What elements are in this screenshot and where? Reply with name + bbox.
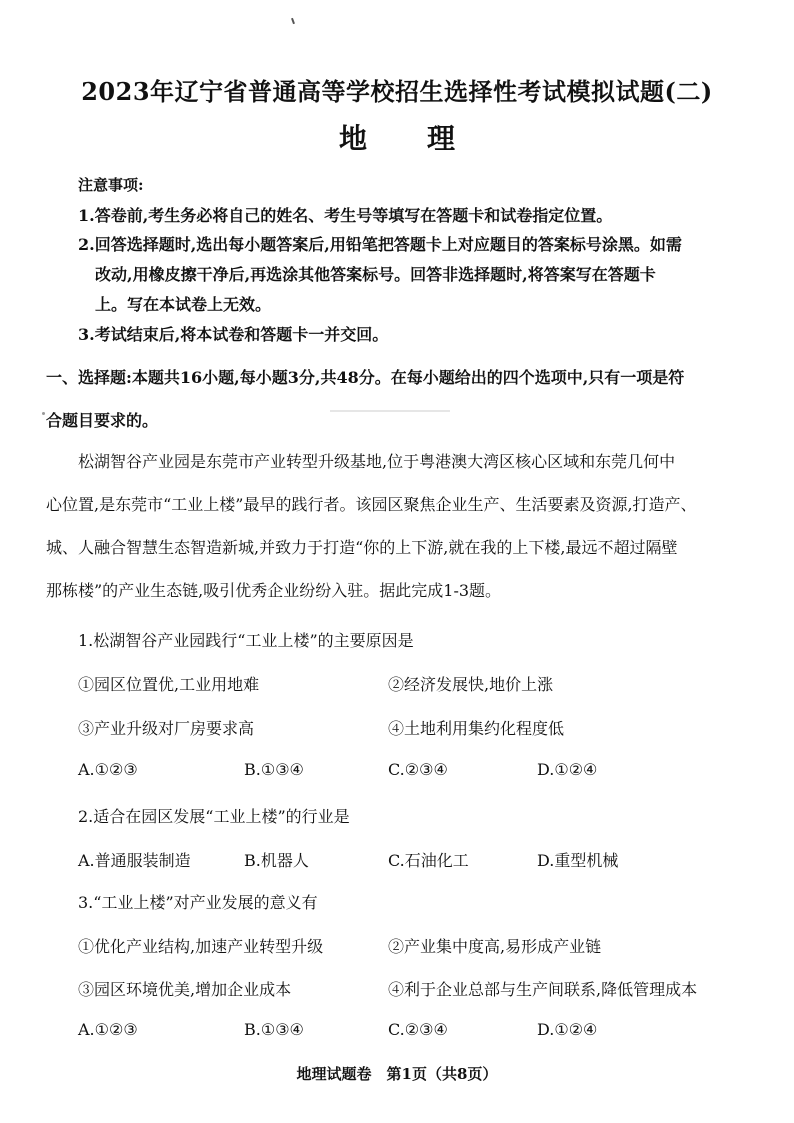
notes-item-3: 3.考试结束后,将本试卷和答题卡一并交回。 [78, 325, 389, 344]
passage-line-1: 松湖智谷产业园是东莞市产业转型升级基地,位于粤港澳大湾区核心区域和东莞几何中 [78, 452, 676, 471]
passage-line-4: 那栋楼”的产业生态链,吸引优秀企业纷纷入驻。据此完成1-3题。 [46, 581, 502, 600]
notes-heading: 注意事项: [78, 176, 144, 194]
q3-statement-4: ④利于企业总部与生产间联系,降低管理成本 [388, 980, 698, 999]
notes-item-2-line-1: 2.回答选择题时,选出每小题答案后,用铅笔把答题卡上对应题目的答案标号涂黑。如需 [78, 235, 682, 254]
q3-option-d: D.①②④ [537, 1020, 598, 1039]
notes-item-2-line-3: 上。写在本试卷上无效。 [95, 295, 272, 314]
exam-title: 2023年辽宁省普通高等学校招生选择性考试模拟试题(二) [81, 77, 713, 106]
q1-statement-1: ①园区位置优,工业用地难 [78, 675, 260, 694]
q2-option-c: C.石油化工 [388, 851, 469, 870]
q1-stem: 1.松湖智谷产业园践行“工业上楼”的主要原因是 [78, 631, 414, 650]
q2-option-b: B.机器人 [244, 851, 309, 870]
q1-option-b: B.①③④ [244, 760, 304, 779]
q2-option-a: A.普通服装制造 [78, 851, 191, 870]
q1-option-a: A.①②③ [78, 760, 138, 779]
subject-title: 地理 [338, 122, 515, 155]
q1-option-c: C.②③④ [388, 760, 448, 779]
notes-item-2-line-2: 改动,用橡皮擦干净后,再选涂其他答案标号。回答非选择题时,将答案写在答题卡 [95, 265, 656, 284]
q3-option-a: A.①②③ [78, 1020, 138, 1039]
passage-line-3: 城、人融合智慧生态智造新城,并致力于打造“你的上下游,就在我的上下楼,最远不超过隔壁 [46, 538, 678, 557]
passage-line-2: 心位置,是东莞市“工业上楼”最早的践行者。该园区聚焦企业生产、生活要素及资源,打造产、 [46, 495, 697, 514]
page-footer: 地理试题卷 第1页（共8页） [296, 1065, 498, 1083]
scan-mark [291, 18, 295, 24]
section-heading-line-2: 合题目要求的。 [46, 411, 159, 430]
q3-stem: 3.“工业上楼”对产业发展的意义有 [78, 893, 318, 912]
q2-stem: 2.适合在园区发展“工业上楼”的行业是 [78, 807, 350, 826]
notes-item-1: 1.答卷前,考生务必将自己的姓名、考生号等填写在答题卡和试卷指定位置。 [78, 206, 613, 225]
q3-statement-1: ①优化产业结构,加速产业转型升级 [78, 937, 324, 956]
q1-statement-3: ③产业升级对厂房要求高 [78, 719, 255, 738]
scan-smudge [330, 410, 450, 412]
q1-option-d: D.①②④ [537, 760, 598, 779]
q3-option-c: C.②③④ [388, 1020, 448, 1039]
q1-statement-4: ④土地利用集约化程度低 [388, 719, 565, 738]
q2-option-d: D.重型机械 [537, 851, 619, 870]
q3-statement-2: ②产业集中度高,易形成产业链 [388, 937, 602, 956]
scan-dot [42, 412, 45, 415]
q3-statement-3: ③园区环境优美,增加企业成本 [78, 980, 292, 999]
section-heading-line-1: 一、选择题:本题共16小题,每小题3分,共48分。在每小题给出的四个选项中,只有一项是符 [46, 368, 685, 387]
q1-statement-2: ②经济发展快,地价上涨 [388, 675, 554, 694]
q3-option-b: B.①③④ [244, 1020, 304, 1039]
